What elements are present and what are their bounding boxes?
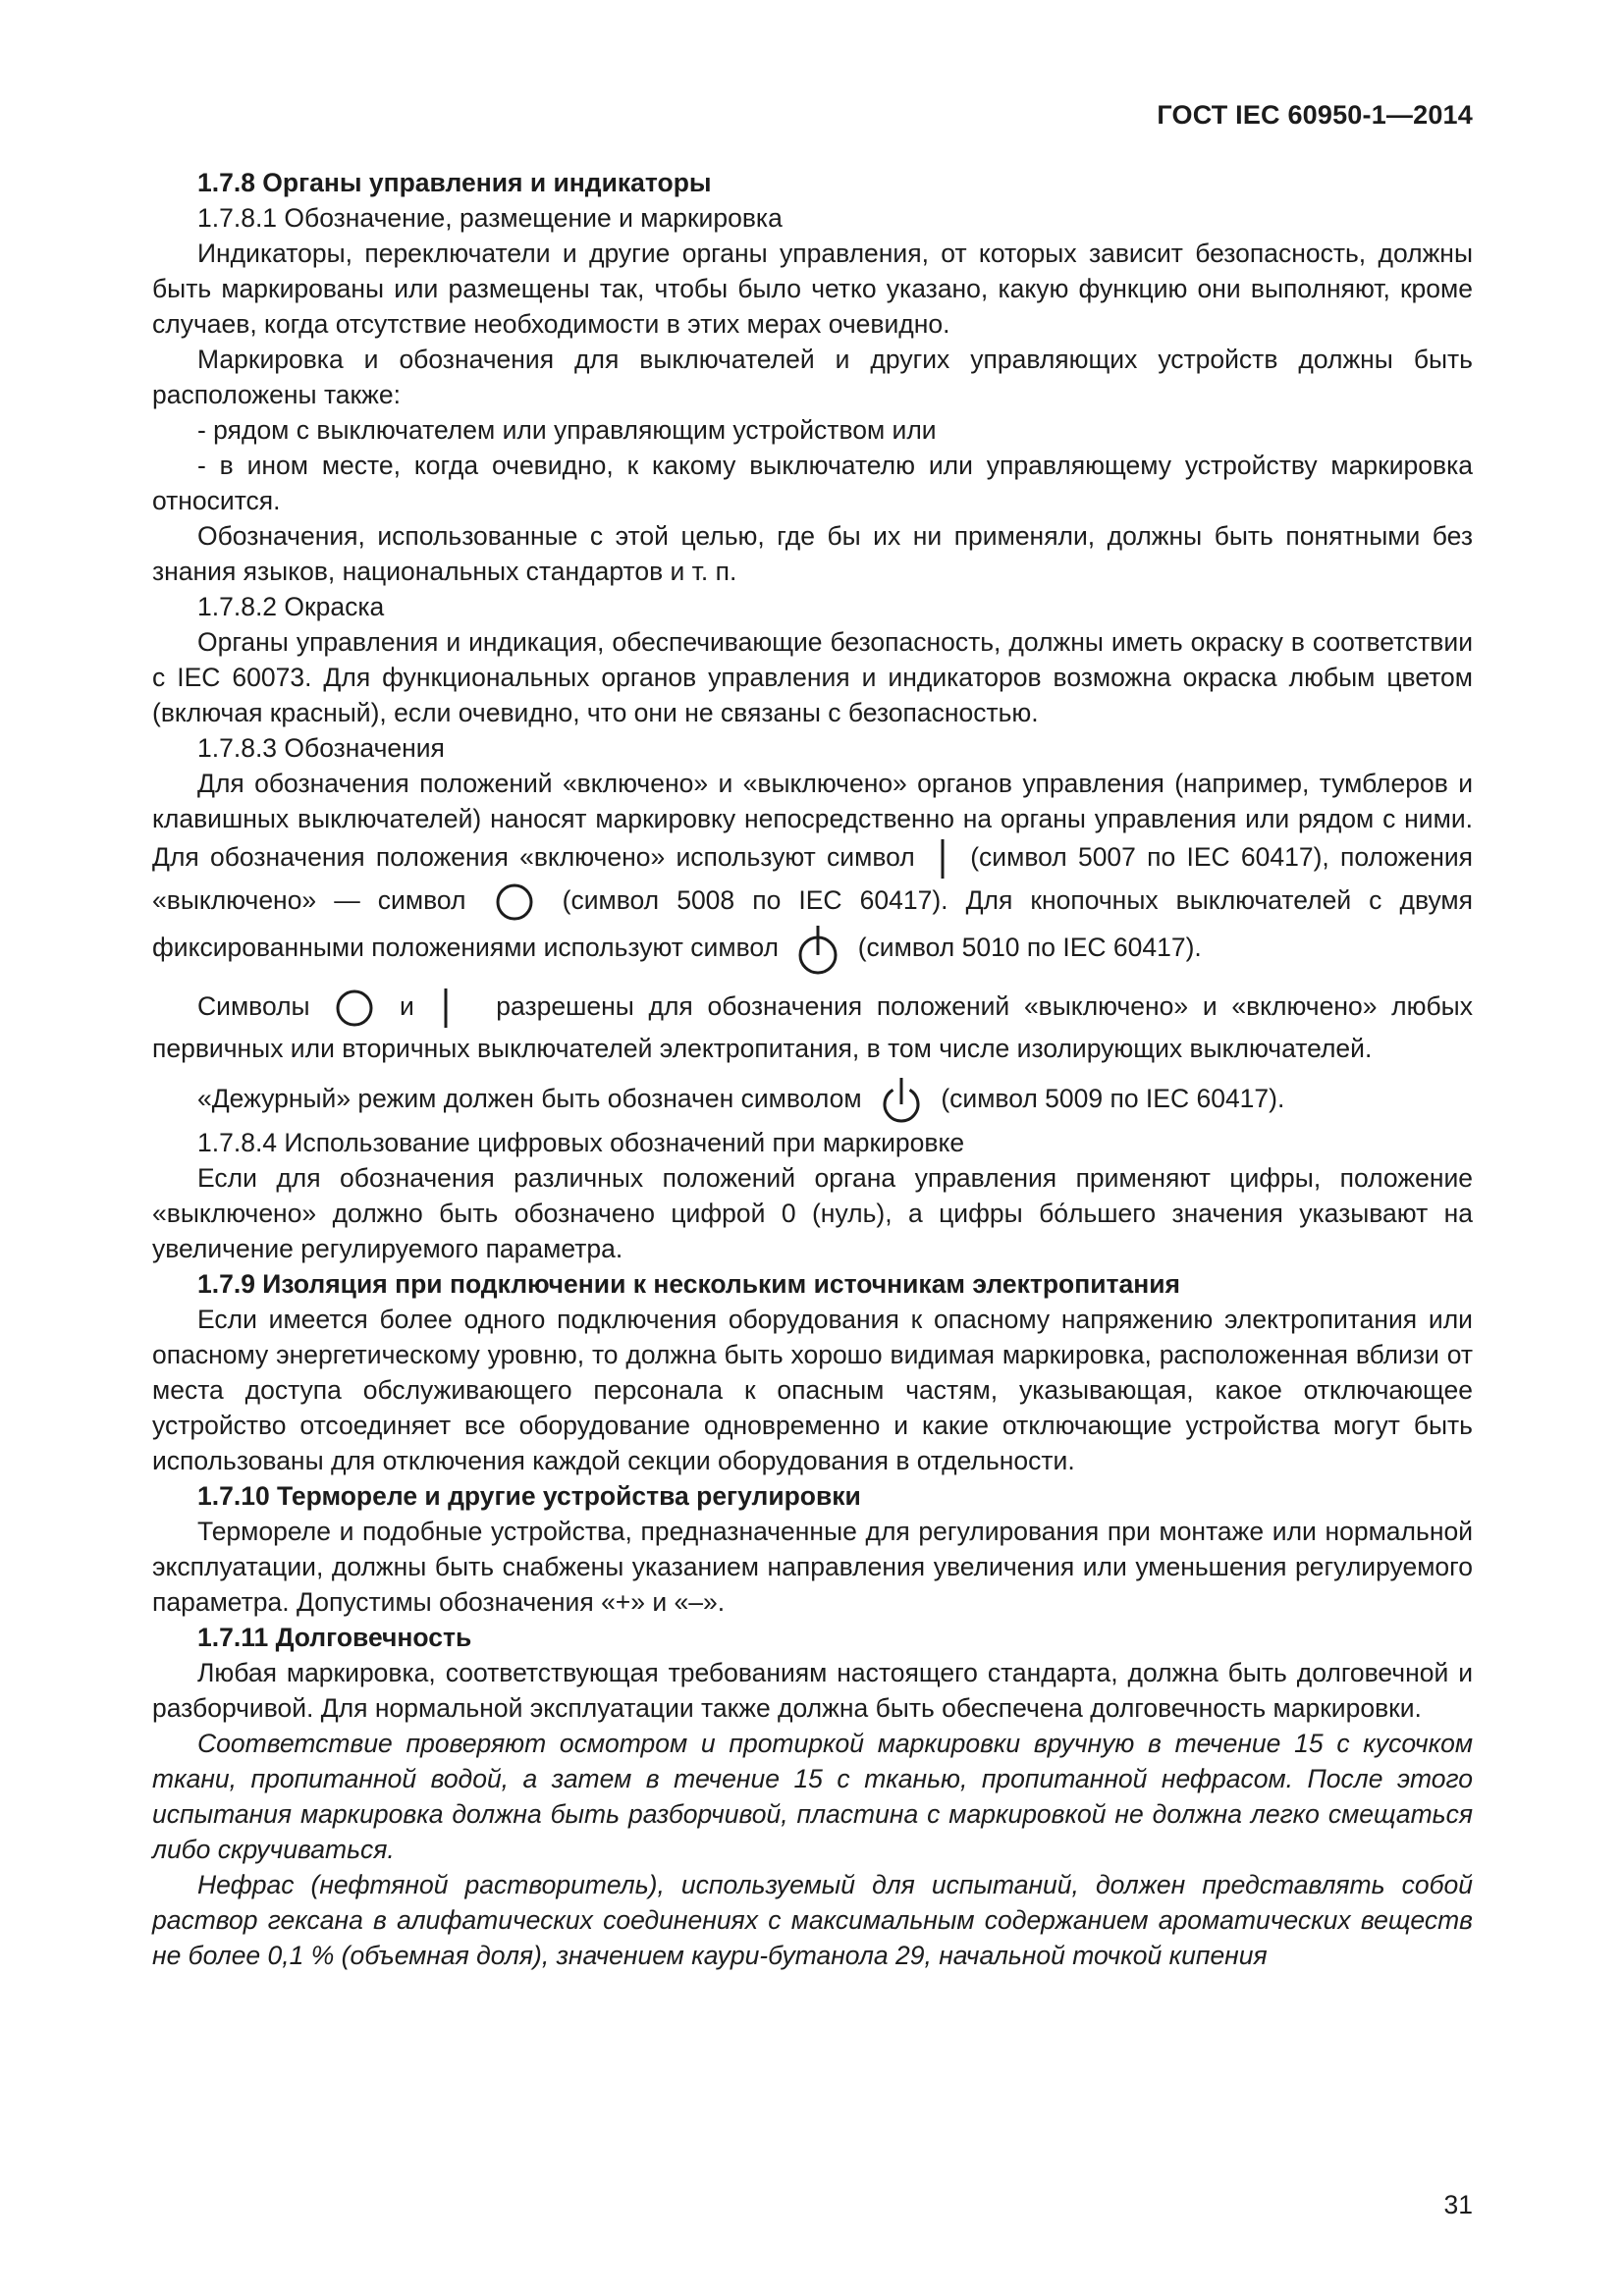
paragraph-numeric-markings: Если для обозначения различных положений органа управления применяют цифры, положение «выключено» должно быть обозначено цифрой 0 (нуль), а цифры бо́льшего значения указывают на увеличение регулируемого параметра. [152,1163,1473,1263]
document-body [152,165,1473,1973]
heading-1-7-8-2: 1.7.8.2 Окраска [197,592,385,621]
paragraph-thermostats: Термореле и подобные устройства, предназначенные для регулирования при монтаже или нормальной эксплуатации, должны быть снабжены указанием направления увеличения или уменьшения регулируемого параметра. Допустимы обозначения «+» и «–». [152,1517,1473,1617]
text-run: (символ 5008 по IEC 60417). Для кнопочных выключателей с двумя фиксированными положениями используют символ [152,885,1473,962]
heading-1-7-8-4: 1.7.8.4 Использование цифровых обозначений при маркировке [197,1128,965,1157]
list-item-elsewhere: - в ином месте, когда очевидно, к какому выключателю или управляющему устройству маркировка относится. [152,451,1473,515]
heading-1-7-8: 1.7.8 Органы управления и индикаторы [197,168,712,197]
paragraph-durability: Любая маркировка, соответствующая требованиям настоящего стандарта, должна быть долговечной и разборчивой. Для нормальной эксплуатации также должна быть обеспечена долговечность маркировки. [152,1658,1473,1723]
heading-1-7-8-3: 1.7.8.3 Обозначения [197,733,445,763]
paragraph-compliance-test: Соответствие проверяют осмотром и протиркой маркировки вручную в течение 15 с кусочком ткани, пропитанной водой, а затем в течение 15 с тканью, пропитанной нефрасом. После этого испытания маркировка должна быть разборчивой, пластина с маркировкой не должна легко смещаться либо скручиваться. [152,1729,1473,1864]
paragraph-indicators: Индикаторы, переключатели и другие органы управления, от которых зависит безопасность, должны быть маркированы или размещены так, чтобы было четко указано, какую функцию они выполняют, кроме случаев, когда отсутствие необходимости в этих мерах очевидно. [152,239,1473,339]
heading-1-7-9: 1.7.9 Изоляция при подключении к нескольким источникам электропитания [197,1269,1180,1299]
paragraph-on-off-symbols [152,766,1473,976]
text-run: Символы [197,991,310,1021]
paragraph-isolation: Если имеется более одного подключения оборудования к опасному напряжению электропитания или опасному энергетическому уровню, то должна быть хорошо видимая маркировка, расположенная вблизи от места доступа обслуживающего персонала к опасным частям, указывающая, какое отключающее устройство отсоединяет все оборудование одновременно и какие отключающие устройства могут быть использованы для отключения каждой секции оборудования в отдельности. [152,1305,1473,1475]
paragraph-coloring: Органы управления и индикация, обеспечивающие безопасность, должны иметь окраску в соответствии с IEC 60073. Для функциональных органов управления и индикаторов возможна окраска любым цветом (включая красный), если очевидно, что они не связаны с безопасностью. [152,627,1473,727]
paragraph-standby [152,1076,1473,1125]
heading-1-7-10: 1.7.10 Термореле и другие устройства регулировки [197,1481,861,1511]
heading-1-7-8-1: 1.7.8.1 Обозначение, размещение и маркировка [197,203,783,233]
list-item-near-switch: - рядом с выключателем или управляющим устройством или [197,415,937,445]
power-on-symbol-icon [936,836,949,881]
text-run: (символ 5009 по IEC 60417). [941,1084,1285,1113]
paragraph-designations: Обозначения, использованные с этой целью, где бы их ни применяли, должны быть понятными без знания языков, национальных стандартов и т. п. [152,521,1473,586]
text-run: (символ 5007 по IEC 60417), положения «выключено» — символ [152,842,1473,915]
power-off-symbol-icon [494,881,535,923]
text-run: и [400,991,414,1021]
page-number: 31 [1443,2190,1473,2219]
power-off-symbol-icon [334,988,375,1029]
paragraph-symbols-permitted [152,986,1473,1066]
heading-1-7-11: 1.7.11 Долговечность [197,1623,472,1652]
text-run: Для обозначения положений «включено» и «выключено» органов управления (например, тумблеров и клавишных выключателей) наносят маркировку непосредственно на органы управления или рядом с ними. Для обозначения положения «включено» используют символ [152,769,1473,872]
push-on-off-symbol-icon [795,923,840,976]
paragraph-marking-intro: Маркировка и обозначения для выключателей и других управляющих устройств должны быть расположены также: [152,345,1473,409]
text-run: (символ 5010 по IEC 60417). [857,933,1202,962]
paragraph-nefras: Нефрас (нефтяной растворитель), используемый для испытаний, должен представлять собой раствор гексана в алифатических соединениях с максимальным содержанием ароматических веществ не более 0,1 % (объемная доля), значением каури-бутанола 29, начальной точкой кипения [152,1870,1473,1970]
standby-symbol-icon [879,1076,924,1125]
standard-code-header: ГОСТ IEC 60950-1—2014 [1157,100,1473,130]
text-run: «Дежурный» режим должен быть обозначен символом [197,1084,862,1113]
text-run: разрешены для обозначения положений «выключено» и «включено» любых первичных или вторичных выключателей электропитания, в том числе изолирующих выключателей. [152,991,1473,1063]
power-on-symbol-icon [439,986,453,1031]
